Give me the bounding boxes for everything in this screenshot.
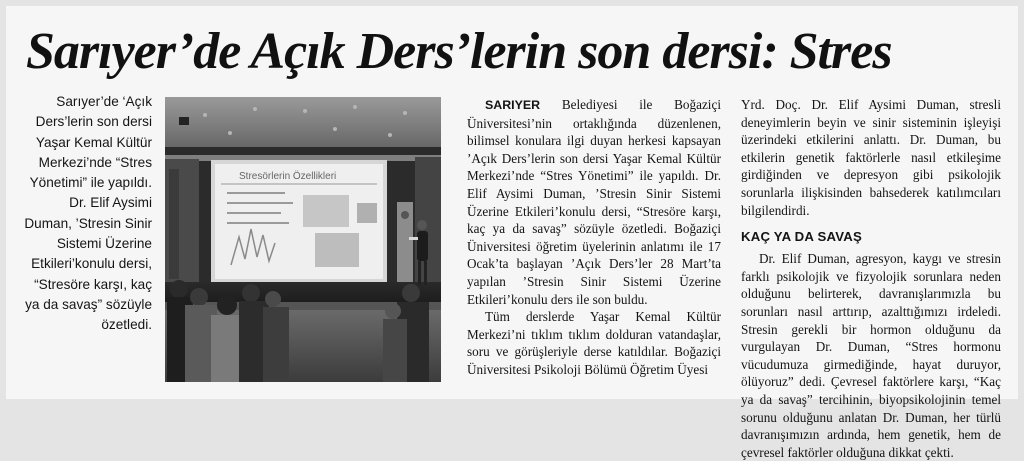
headline: Sarıyer’de Açık Ders’lerin son dersi: Stres xyxy=(26,23,892,80)
newspaper-clipping xyxy=(6,6,1018,460)
article-column-1 xyxy=(467,96,721,379)
article-column-2 xyxy=(741,96,1001,461)
dateline: SARIYER xyxy=(485,98,541,112)
article-paragraph-1 xyxy=(467,96,721,308)
article-paragraph-2: Tüm derslerde Yaşar Kemal Kültür Merkezi’ni tıklım tıklım dolduran vatandaşlar, soru ve görüşleriyle derse katıldılar. Boğaziçi Üniversitesi Psikoloji Bölümü Öğretim Üyesi xyxy=(467,309,721,377)
lecture-photo xyxy=(165,97,441,382)
slide-title: Stresörlerin Özellikleri xyxy=(239,171,337,182)
paragraph-1-text: Belediyesi ile Boğaziçi Üniversitesi’nin ortaklığında düzenlenen, bilimsel konulara ilgi duyan herkesi kapsayan ’Açık Ders’lerin son dersi Yaşar Kemal Kültür Merkezi’nde “Stres Yönetimi” ile yapıldı. Dr. Elif Aysimi Duman, ’Stresin Sinir Sistemi Üzerine Etkileri’konulu dersi, “Stresöre karşı, kaç ya da savaş” sözüyle özetledi. Boğaziçi Üniversitesi öğretim üyelerinin anlatımı ile 17 Ocak’ta başlayan ’Açık Ders’ler 28 Mart’ta yapılan ’Stresin Sinir Sistemi Üzerine Etkileri’konulu ders ile son buldu. xyxy=(467,97,721,307)
article-paragraph-3: Dr. Elif Duman, agresyon, kaygı ve stresin farklı psikolojik ve fizyolojik sorunlara neden olduğunu belirterek, davranışlarımızla bu sorunları nasıl arttırıp, azalttığımızı irdeledi. Stresin gerekli bir hormon olduğunu da vurgulayan Dr. Duman, “Stres hormonu vücudumuza girmediğinde, hayat duruyor, ölüyoruz” dedi. Çevresel faktörlere karşı, “Kaç ya da savaş” tercihinin, biyopsikolojinin temel sorunu olduğunu anlatan Dr. Duman, her türlü davranışımızın ardında, hem genetik, hem de çevresel faktörler olduğuna dikkat çekti. xyxy=(741,251,1001,460)
article-paragraph-2-continued: Yrd. Doç. Dr. Elif Aysimi Duman, stresli deneyimlerin beyin ve sinir sisteminin işleyişi üzerindeki etkilerini anlattı. Dr. Duman, bu etkilerin genetik faktörlerle nasıl etkileşime girdiğinden ve depresyon gibi psikolojik sorunlarla ilişkisinden bahsederek katılımcıları bilgilendirdi. xyxy=(741,97,1001,218)
spot-text: Sarıyer’de ‘Açık Ders’lerin son dersi Yaşar Kemal Kültür Merkezi’nde “Stres Yönetimi” ile yapıldı. Dr. Elif Aysimi Duman, ’Stresin Sinir Sistemi Üzerine Etkileri’konulu dersi, “Stresöre karşı, kaç ya da savaş” sözüyle özetledi. xyxy=(24,94,152,333)
subheading: KAÇ YA DA SAVAŞ xyxy=(741,229,862,245)
